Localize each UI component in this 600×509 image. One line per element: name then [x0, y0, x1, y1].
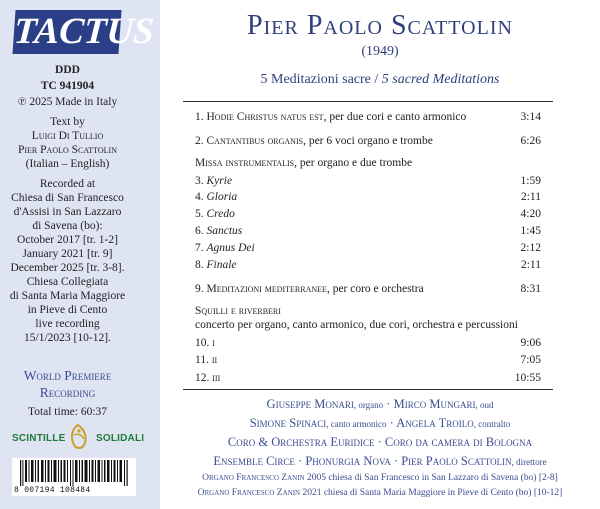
track-title: ii — [211, 354, 218, 366]
organ-name: Organo Francesco Zanin — [197, 488, 301, 498]
separator: · — [374, 435, 385, 449]
recorded-line: Chiesa di San Francesco — [11, 192, 124, 204]
track-title: Kyrie — [206, 175, 233, 187]
recorded-line: Chiesa Collegiata — [26, 276, 109, 288]
organ-credit-2 — [160, 488, 600, 498]
ensemble-name: Phonurgia Nova — [305, 454, 391, 468]
track-duration: 2:11 — [520, 191, 541, 203]
track-number: 6. — [195, 225, 204, 237]
track-duration: 1:45 — [520, 225, 541, 237]
organ-desc: 2021 chiesa di Santa Maria Maggiore in Pieve di Cento (bo) [10-12] — [300, 488, 563, 498]
track-title: Credo — [206, 208, 235, 220]
brand-left-text: SCINTILLE — [12, 433, 66, 444]
recorded-line: January 2021 [tr. 9] — [22, 248, 113, 260]
performers-line-3 — [160, 435, 600, 450]
composer-name: Pier Paolo Scattolin — [247, 10, 513, 41]
track-number: 3. — [195, 175, 204, 187]
track-desc: , per due cori e canto armonico — [323, 111, 467, 123]
track-duration: 3:14 — [520, 111, 541, 123]
track-row — [195, 371, 541, 385]
barcode-number: 8 007194 108484 — [14, 486, 91, 495]
work-description — [195, 318, 541, 332]
barcode — [12, 458, 136, 496]
track-row — [195, 353, 541, 367]
catalog-number: TC 941904 — [40, 80, 95, 92]
track-row — [195, 207, 541, 221]
track-row — [195, 282, 541, 296]
recorded-line: 15/1/2023 [10-12]. — [24, 332, 111, 344]
work-heading — [195, 304, 541, 318]
top-divider — [183, 101, 553, 102]
composer-years: (1949) — [361, 44, 399, 59]
total-time: Total time: 60:37 — [27, 406, 108, 418]
work-desc: , per organo e due trombe — [294, 157, 413, 169]
performer-role: , oud — [475, 400, 494, 410]
performers-line-1 — [160, 397, 600, 412]
organ-desc: 2005 chiesa di San Francesco in San Lazzaro di Savena (bo) [2-8] — [304, 473, 558, 483]
recorded-line: October 2017 [tr. 1-2] — [17, 234, 118, 246]
text-languages: (Italian – English) — [25, 158, 110, 170]
label-sidebar — [0, 0, 160, 509]
work-desc: concerto per organo, canto armonico, due cori, orchestra e percussioni — [195, 319, 518, 331]
track-number: 8. — [195, 259, 204, 271]
track-duration: 1:59 — [520, 175, 541, 187]
track-title: Hodie Christus natus est — [206, 111, 324, 123]
track-number: 10. — [195, 337, 210, 349]
ensemble-name: Coro da camera di Bologna — [384, 435, 533, 449]
work-heading — [195, 156, 541, 170]
track-row — [195, 224, 541, 238]
performers-line-2 — [160, 416, 600, 431]
bird-icon — [64, 421, 92, 453]
track-number: 11. — [195, 354, 209, 366]
track-row — [195, 190, 541, 204]
track-desc: , per coro e orchestra — [326, 283, 424, 295]
brand-right-text: SOLIDALI — [96, 433, 145, 444]
track-number: 12. — [195, 372, 210, 384]
track-duration: 2:12 — [520, 242, 541, 254]
recorded-line: Recorded at — [39, 178, 96, 190]
separator: · — [383, 397, 394, 411]
text-author-2: Pier Paolo Scattolin — [17, 144, 117, 156]
work-title: Missa instrumentalis — [195, 157, 295, 169]
track-row — [195, 110, 541, 124]
separator: · — [390, 454, 402, 468]
performer-role: , direttore — [511, 457, 547, 467]
separator: · — [386, 416, 397, 430]
track-row — [195, 241, 541, 255]
organ-credit-1 — [160, 473, 600, 483]
track-duration: 9:06 — [520, 337, 541, 349]
recorded-line: live recording — [35, 318, 100, 330]
recorded-line: di Savena (bo): — [32, 220, 103, 232]
track-row — [195, 258, 541, 272]
copyright-line: ℗ 2025 Made in Italy — [17, 96, 118, 108]
work-title: Squilli e riverberi — [195, 305, 281, 317]
performer-role: , organo — [353, 400, 384, 410]
track-duration: 7:05 — [520, 354, 541, 366]
bottom-divider — [183, 389, 553, 390]
conductor-name: Pier Paolo Scattolin — [401, 454, 512, 468]
track-number: 2. — [195, 135, 204, 147]
track-title: iii — [212, 372, 221, 384]
track-title: Sanctus — [206, 225, 243, 237]
recorded-line: d'Assisi in San Lazzaro — [13, 206, 122, 218]
track-number: 4. — [195, 191, 204, 203]
organ-name: Organo Francesco Zanin — [202, 473, 305, 483]
recorded-line: December 2025 [tr. 3-8]. — [10, 262, 125, 274]
track-duration: 10:55 — [514, 372, 541, 384]
recorded-line: di Santa Maria Maggiore — [9, 290, 126, 302]
track-number: 1. — [195, 111, 204, 123]
track-duration: 2:11 — [520, 259, 541, 271]
subtitle-english: 5 sacred Meditations — [381, 72, 500, 87]
world-premiere-line-2: Recording — [39, 385, 96, 400]
tactus-logo: TACTUS — [12, 11, 156, 52]
subtitle-italian: 5 Meditazioni sacre — [260, 72, 371, 87]
separator: · — [294, 454, 306, 468]
track-title: Agnus Dei — [206, 242, 255, 254]
performer-role: , contralto — [473, 419, 511, 429]
album-subtitle — [160, 72, 600, 88]
ddd-label: DDD — [55, 64, 80, 76]
performer-name: Giuseppe Monari — [266, 397, 354, 411]
track-title: Gloria — [206, 191, 238, 203]
recorded-line: in Pieve di Cento — [27, 304, 108, 316]
barcode-bars — [20, 460, 130, 486]
performer-name: Simone Spinaci — [249, 416, 327, 430]
track-row — [195, 174, 541, 188]
track-title: Finale — [206, 259, 237, 271]
track-desc: , per 6 voci organo e trombe — [303, 135, 433, 147]
track-number: 9. — [195, 283, 204, 295]
track-row — [195, 336, 541, 350]
world-premiere-line-1: World Premiere — [23, 368, 112, 383]
track-number: 5. — [195, 208, 204, 220]
scintille-solidali-logo — [4, 425, 154, 453]
track-number: 7. — [195, 242, 204, 254]
performers-line-4 — [160, 454, 600, 469]
track-title: Meditazioni mediterranee — [206, 283, 327, 295]
performer-name: Angela Troilo — [396, 416, 474, 430]
track-title: Cantantibus organis — [206, 135, 304, 147]
text-author-1: Luigi Di Tullio — [31, 130, 104, 142]
track-row — [195, 134, 541, 148]
text-by-label: Text by — [50, 116, 85, 128]
ensemble-name: Coro & Orchestra Euridice — [227, 435, 375, 449]
track-duration: 6:26 — [520, 135, 541, 147]
track-duration: 4:20 — [520, 208, 541, 220]
subtitle-separator: / — [370, 72, 382, 87]
ensemble-name: Ensemble Circe — [213, 454, 295, 468]
track-title: i — [212, 337, 215, 349]
track-duration: 8:31 — [520, 283, 541, 295]
performer-name: Mirco Mungari — [393, 397, 476, 411]
performer-role: , canto armonico — [326, 419, 387, 429]
